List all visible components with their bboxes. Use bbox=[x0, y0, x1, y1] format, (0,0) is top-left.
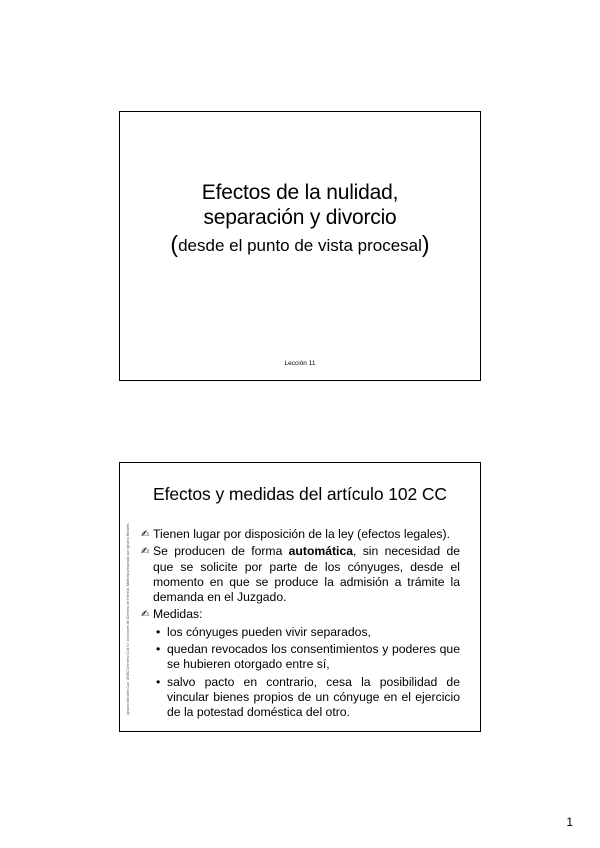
slide-title-block bbox=[120, 180, 480, 259]
sub-item bbox=[141, 642, 460, 673]
writing-hand-icon: ✍ bbox=[141, 609, 150, 621]
bullet-item bbox=[141, 544, 460, 605]
bullet-bold-text: automática bbox=[288, 544, 353, 559]
sub-item-text: los cónyuges pueden vivir separados, bbox=[167, 624, 371, 639]
page-number: 1 bbox=[566, 815, 573, 829]
title-line-1: Efectos de la nulidad, bbox=[201, 181, 399, 204]
bullet-list bbox=[141, 527, 460, 723]
bullet-item bbox=[141, 607, 460, 622]
paren-close: ) bbox=[421, 231, 430, 257]
writing-hand-icon: ✍ bbox=[141, 529, 150, 540]
bullet-item bbox=[141, 527, 460, 542]
sub-item-text: quedan revocados los consentimientos y poderes que se hubieren otorgado entre sí, bbox=[167, 642, 460, 672]
slide-heading: Efectos y medidas del artículo 102 CC bbox=[153, 484, 447, 504]
sub-item bbox=[141, 625, 460, 640]
sub-list bbox=[141, 625, 460, 721]
slide-effects bbox=[119, 462, 481, 732]
bullet-dot-icon: • bbox=[156, 642, 161, 657]
bullet-dot-icon: • bbox=[156, 674, 161, 689]
bullet-text: Se producen de forma bbox=[153, 544, 289, 559]
lesson-label: Lección 11 bbox=[284, 360, 316, 367]
writing-hand-icon: ✍ bbox=[141, 546, 150, 558]
subtitle-line bbox=[120, 231, 480, 259]
slide-title bbox=[119, 111, 481, 381]
subtitle: desde el punto de vista procesal bbox=[178, 236, 422, 255]
paren-open: ( bbox=[170, 231, 179, 257]
side-note: Ignacio Morales Cuz. UNED Derecho Civil IV: Lecciones de Derecho de Familia. Material preparado por Ignacio Morales. bbox=[126, 522, 130, 715]
sub-item bbox=[141, 675, 460, 721]
bullet-text: , sin necesidad de que se solicite por parte de los cónyuges, desde el momento en que se produce la admisión a trámite la demanda en el Juzgado. bbox=[153, 544, 460, 605]
bullet-text: Medidas: bbox=[153, 607, 203, 622]
sub-item-text: salvo pacto en contrario, cesa la posibilidad de vincular bienes propios de un cónyuge en el ejercicio de la potestad doméstica del otro. bbox=[167, 674, 460, 720]
bullet-text: Tienen lugar por disposición de la ley (efectos legales). bbox=[153, 527, 450, 541]
title-line-2: separación y divorcio bbox=[203, 206, 397, 229]
bullet-dot-icon: • bbox=[156, 624, 161, 639]
